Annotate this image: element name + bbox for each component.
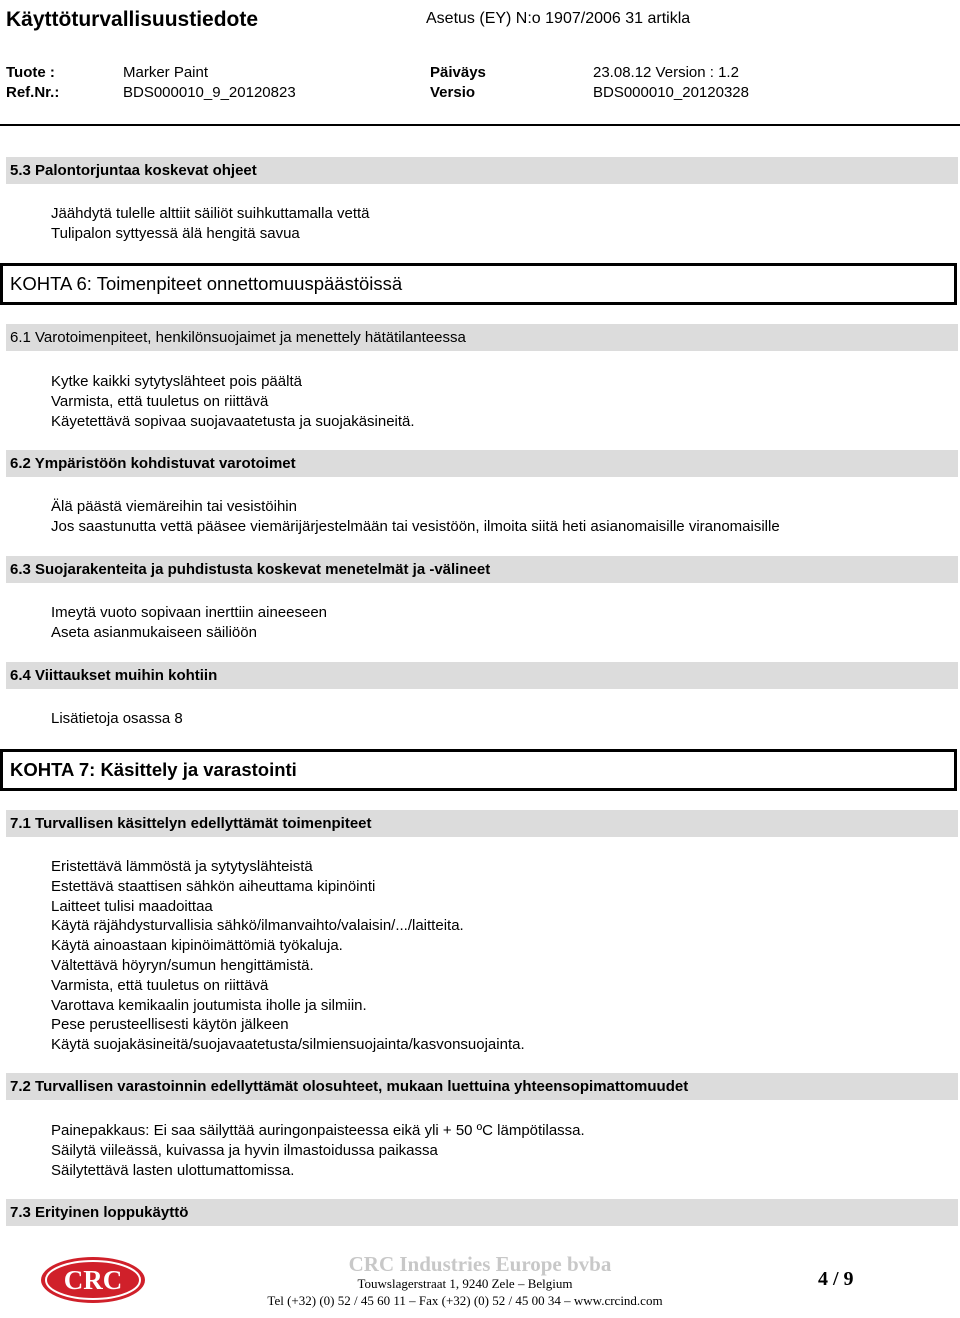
section-6-title: KOHTA 6: Toimenpiteet onnettomuuspäästöissä xyxy=(0,263,957,305)
subsection-6-1-heading: 6.1 Varotoimenpiteet, henkilönsuojaimet ja menettely hätätilanteessa xyxy=(6,324,958,351)
date-label: Päiväys xyxy=(430,64,486,81)
subsection-6-4-heading: 6.4 Viittaukset muihin kohtiin xyxy=(6,662,958,689)
text-line: Käytä ainoastaan kipinöimättömiä työkaluja. xyxy=(51,937,343,955)
ref-label: Ref.Nr.: xyxy=(6,84,60,101)
version-label: Versio xyxy=(430,84,476,101)
version-value: BDS000010_20120328 xyxy=(593,84,749,101)
text-line: Aseta asianmukaiseen säiliöön xyxy=(51,623,257,641)
section-7-title: KOHTA 7: Käsittely ja varastointi xyxy=(0,749,957,791)
subsection-6-1-body xyxy=(51,372,415,431)
subsection-6-2-body xyxy=(51,497,780,537)
text-line: Älä päästä viemäreihin tai vesistöihin xyxy=(51,498,297,515)
text-line: Imeytä vuoto sopivaan inerttiin aineeseen xyxy=(51,604,328,621)
subsection-5-3-heading: 5.3 Palontorjuntaa koskevat ohjeet xyxy=(6,157,958,184)
subsection-7-3-heading: 7.3 Erityinen loppukäyttö xyxy=(6,1199,958,1226)
text-line: Painepakkaus: Ei saa säilyttää auringonpaisteessa eikä yli + 50 ºC lämpötilassa. xyxy=(51,1122,585,1139)
text-line: Käyetettävä sopivaa suojavaatetusta ja suojakäsineitä. xyxy=(51,412,415,430)
text-line: Kytke kaikki sytytyslähteet pois päältä xyxy=(51,373,302,390)
text-line: Laitteet tulisi maadoittaa xyxy=(51,897,213,915)
text-line: Lisätietoja osassa 8 xyxy=(51,710,183,727)
ref-value: BDS000010_9_20120823 xyxy=(123,84,296,101)
product-value: Marker Paint xyxy=(123,64,209,81)
text-line: Käytä suojakäsineitä/suojavaatetusta/silmiensuojainta/kasvonsuojainta. xyxy=(51,1036,525,1054)
subsection-5-3-body xyxy=(51,204,370,244)
text-line: Tulipalon syttyessä älä hengitä savua xyxy=(51,224,300,242)
subsection-7-2-body xyxy=(51,1121,585,1180)
product-label: Tuote : xyxy=(6,64,55,81)
text-line: Varmista, että tuuletus on riittävä xyxy=(51,976,269,994)
footer-company-name: CRC Industries Europe bvba xyxy=(348,1252,612,1276)
text-line: Säilytä viileässä, kuivassa ja hyvin ilmastoidussa paikassa xyxy=(51,1141,438,1159)
footer-address: Touwslagerstraat 1, 9240 Zele – Belgium xyxy=(357,1276,573,1291)
regulation-reference: Asetus (EY) N:o 1907/2006 31 artikla xyxy=(426,10,691,27)
subsection-7-1-heading: 7.1 Turvallisen käsittelyn edellyttämät toimenpiteet xyxy=(6,810,958,837)
text-line: Estettävä staattisen sähkön aiheuttama kipinöinti xyxy=(51,877,376,895)
text-line: Varottava kemikaalin joutumista iholle ja silmiin. xyxy=(51,996,367,1014)
text-line: Jäähdytä tulelle alttiit säiliöt suihkuttamalla vettä xyxy=(51,205,370,222)
document-title: Käyttöturvallisuustiedote xyxy=(6,8,259,31)
subsection-7-2-heading: 7.2 Turvallisen varastoinnin edellyttämät olosuhteet, mukaan luettuina yhteensopimattomuudet xyxy=(6,1073,958,1100)
text-line: Säilytettävä lasten ulottumattomissa. xyxy=(51,1161,295,1179)
subsection-7-1-body xyxy=(51,857,525,1055)
footer-contact: Tel (+32) (0) 52 / 45 60 11 – Fax (+32) (0) 52 / 45 00 34 – www.crcind.com xyxy=(267,1293,663,1308)
subsection-6-4-body xyxy=(51,709,183,729)
page-number: 4 / 9 xyxy=(818,1268,854,1290)
text-line: Varmista, että tuuletus on riittävä xyxy=(51,392,269,410)
text-line: Pese perusteellisesti käytön jälkeen xyxy=(51,1016,289,1034)
subsection-6-3-heading: 6.3 Suojarakenteita ja puhdistusta koskevat menetelmät ja -välineet xyxy=(6,556,958,583)
header-divider xyxy=(0,124,960,126)
crc-logo-text: CRC xyxy=(63,1265,123,1295)
text-line: Käytä räjähdysturvallisia sähkö/ilmanvaihto/valaisin/.../laitteita. xyxy=(51,917,464,935)
text-line: Eristettävä lämmöstä ja sytytyslähteistä xyxy=(51,858,313,875)
text-line: Jos saastunutta vettä pääsee viemärijärjestelmään tai vesistöön, ilmoita siitä heti asianomaisille viranomaisille xyxy=(51,517,780,535)
date-value: 23.08.12 Version : 1.2 xyxy=(593,64,739,81)
subsection-6-2-heading: 6.2 Ympäristöön kohdistuvat varotoimet xyxy=(6,450,958,477)
subsection-6-3-body xyxy=(51,603,327,643)
text-line: Vältettävä höyryn/sumun hengittämistä. xyxy=(51,956,314,974)
